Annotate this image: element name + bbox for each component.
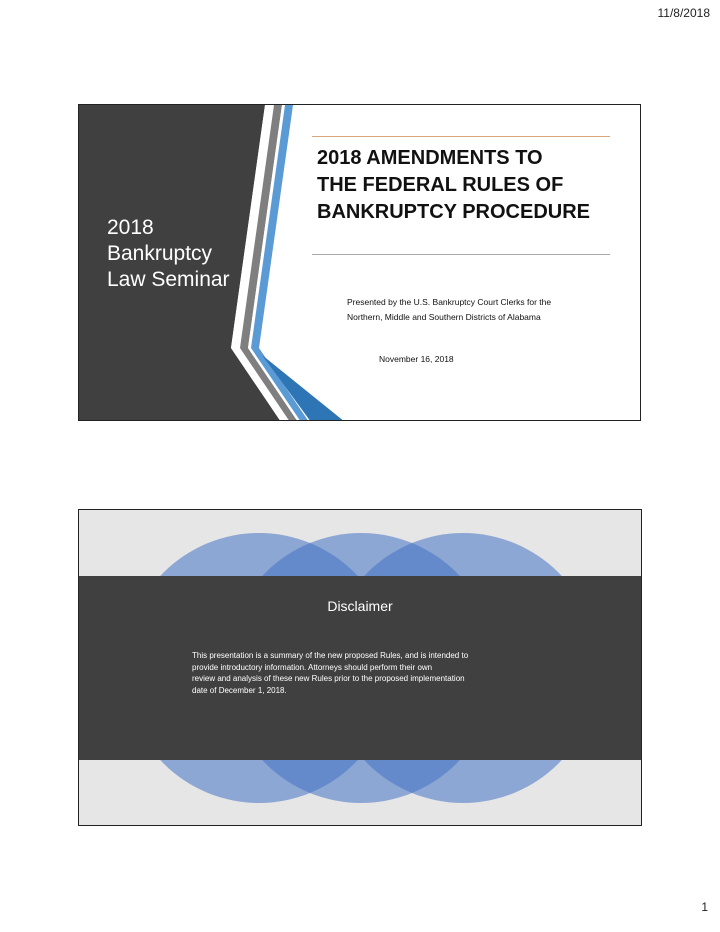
page-number: 1 xyxy=(701,900,708,914)
presentation-title-line: 2018 AMENDMENTS TO xyxy=(317,147,543,169)
disclaimer-line: review and analysis of these new Rules prior to the proposed implementation xyxy=(192,674,465,683)
disclaimer-band xyxy=(79,576,641,760)
disclaimer-title: Disclaimer xyxy=(327,598,393,614)
slide-disclaimer xyxy=(78,509,642,826)
presentation-date: November 16, 2018 xyxy=(379,354,454,364)
title-rule-bottom xyxy=(312,254,610,255)
presentation-title-line: THE FEDERAL RULES OF xyxy=(317,174,564,196)
disclaimer-line: date of December 1, 2018. xyxy=(192,685,287,695)
header-date: 11/8/2018 xyxy=(657,6,710,20)
title-rule-top xyxy=(312,136,610,137)
disclaimer-line: This presentation is a summary of the new proposed Rules, and is intended to xyxy=(192,651,469,660)
seminar-title xyxy=(107,215,277,293)
seminar-title-line: 2018 xyxy=(107,216,154,239)
seminar-title-line: Law Seminar xyxy=(107,268,230,291)
presented-by xyxy=(347,295,617,325)
disclaimer-line: provide introductory information. Attorneys should perform their own xyxy=(192,662,433,672)
presentation-title-line: BANKRUPTCY PROCEDURE xyxy=(317,201,590,223)
disclaimer-body xyxy=(192,650,542,696)
seminar-title-line: Bankruptcy xyxy=(107,242,213,265)
presented-by-line: Presented by the U.S. Bankruptcy Court Clerks for the xyxy=(347,297,552,307)
slide-title xyxy=(78,104,641,421)
presentation-title xyxy=(317,145,617,226)
presented-by-line: Northern, Middle and Southern Districts of Alabama xyxy=(347,312,541,322)
